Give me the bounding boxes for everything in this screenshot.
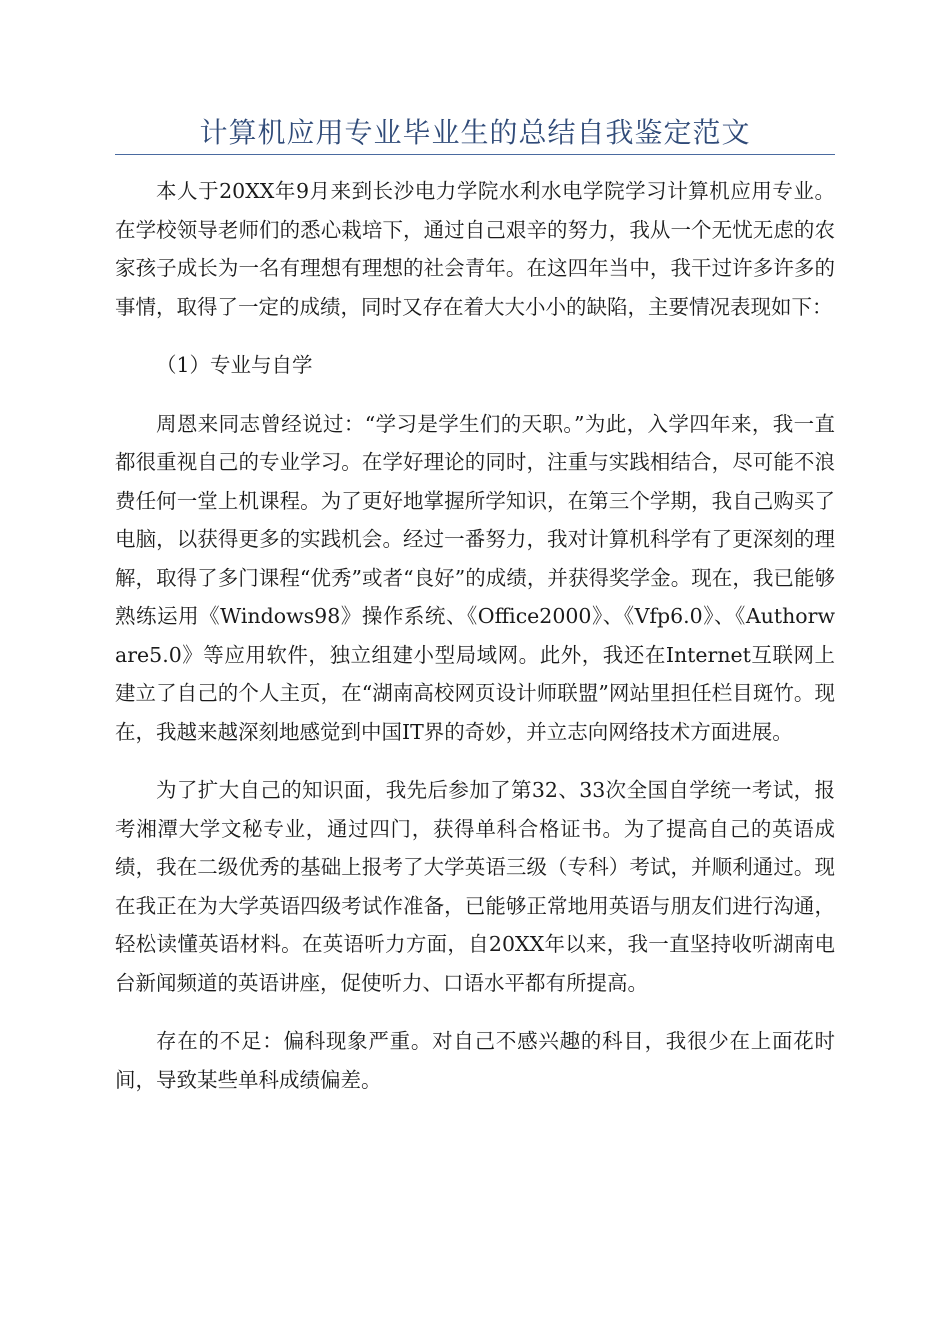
title-underline — [115, 154, 835, 155]
paragraph-intro: 本人于20XX年9月来到长沙电力学院水利水电学院学习计算机应用专业。在学校领导老师们的悉心栽培下，通过自己艰辛的努力，我从一个无忧无虑的农家孩子成长为一名有理想有理想的社会青年。在这四年当中，我干过许多许多的事情，取得了一定的成绩，同时又存在着大大小小的缺陷，主要情况表现如下： — [115, 179, 835, 319]
document-title: 计算机应用专业毕业生的总结自我鉴定范文 — [199, 116, 751, 149]
paragraph-study: 周恩来同志曾经说过：“学习是学生们的天职。”为此，入学四年来，我一直都很重视自己的专业学习。在学好理论的同时，注重与实践相结合，尽可能不浪费任何一堂上机课程。为了更好地掌握所学知识，在第三个学期，我自己购买了电脑，以获得更多的实践机会。经过一番努力，我对计算机科学有了更深刻的理解，取得了多门课程“优秀”或者“良好”的成绩，并获得奖学金。现在，我已能够熟练运用《Windows98》操作系统、《Office2000》、《Vfp6.0》、《Authorware5.0》等应用软件，独立组建小型局域网。此外，我还在Internet互联网上建立了自己的个人主页，在“湖南高校网页设计师联盟”网站里担任栏目斑竹。现在，我越来越深刻地感觉到中国IT界的奇妙，并立志向网络技术方面进展。 — [115, 411, 835, 744]
document-body — [115, 172, 835, 1119]
paragraph-knowledge: 为了扩大自己的知识面，我先后参加了第32、33次全国自学统一考试，报考湘潭大学文秘专业，通过四门，获得单科合格证书。为了提高自己的英语成绩，我在二级优秀的基础上报考了大学英语三级（专科）考试，并顺利通过。现在我正在为大学英语四级考试作准备，已能够正常地用英语与朋友们进行沟通，轻松读懂英语材料。在英语听力方面，自20XX年以来，我一直坚持收听湖南电台新闻频道的英语讲座，促使听力、口语水平都有所提高。 — [115, 778, 835, 995]
paragraph-shortcomings: 存在的不足：偏科现象严重。对自己不感兴趣的科目，我很少在上面花时间，导致某些单科成绩偏差。 — [115, 1029, 835, 1092]
section-heading: （1）专业与自学 — [156, 353, 313, 377]
